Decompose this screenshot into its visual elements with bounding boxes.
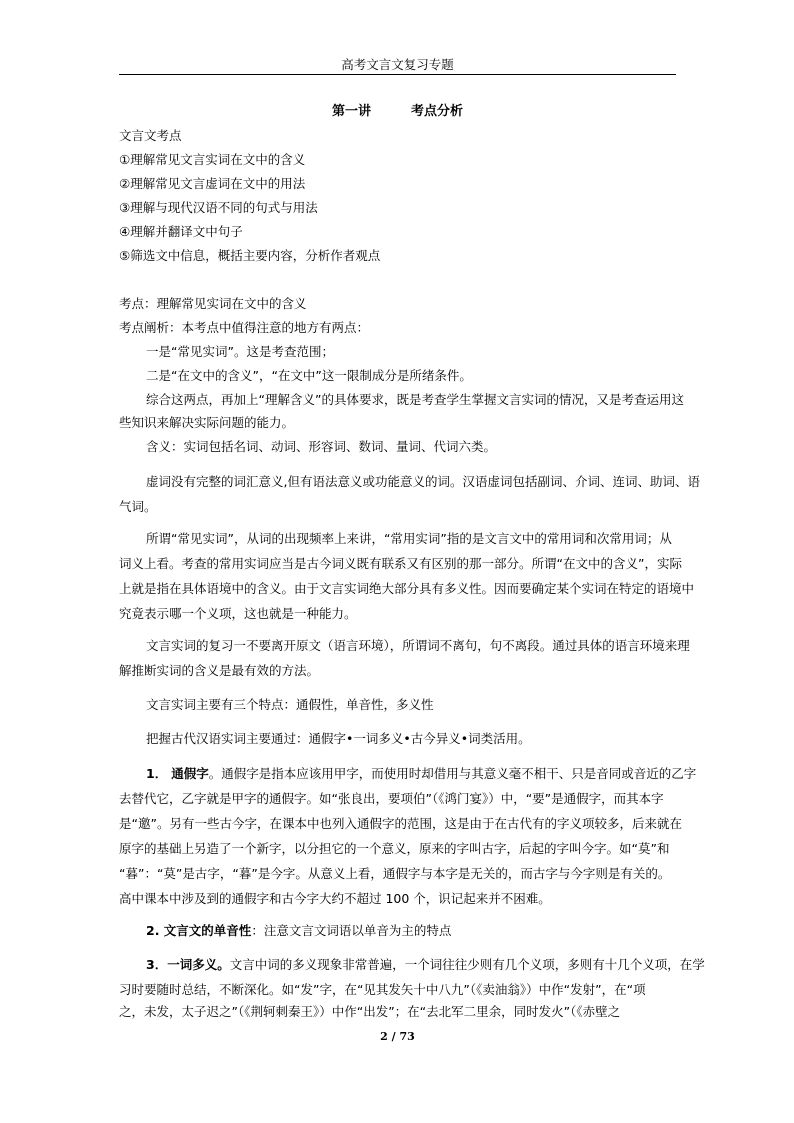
item-number: 1．: [146, 766, 168, 781]
item-text: ：注意文言文词语以单音为主的特点: [251, 923, 452, 938]
header-rule: [119, 74, 676, 75]
text-line: 解推断实词的含义是最有效的方法。: [119, 663, 320, 678]
text-line: 一是“常见实词”。这是考查范围；: [146, 344, 334, 359]
item-text: 。通假字是指本应该用甲字，而使用时却借用与其意义毫不相干、只是音同或音近的乙字: [208, 766, 697, 781]
text-line: 文言实词主要有三个特点：通假性，单音性，多义性: [146, 697, 434, 712]
text-line: 综合这两点，再加上“理解含义”的具体要求，既是考查学生掌握文言实词的情况，又是考查运用这: [146, 392, 684, 407]
text-line: 含义：实词包括名词、动词、形容词、数词、量词、代词六类。: [146, 439, 497, 454]
text-line: 究竟表示哪一个义项，这也就是一种能力。: [119, 606, 357, 621]
lecture-name: 考点分析: [411, 104, 464, 119]
text-line: 些知识来解决实际问题的能力。: [119, 415, 295, 430]
text-line: 词义上看。考查的常用实词应当是古今词义既有联系又有区别的那一部分。所谓“在文中的含义”，实际: [119, 556, 682, 571]
text-line: ③理解与现代汉语不同的句式与用法: [119, 200, 318, 215]
text-line: 习时要随时总结，不断深化。如“发”字，在“见其发矢十中八九”（《卖油翁》）中作“发射”，在“项: [119, 982, 646, 997]
lecture-title: [119, 103, 676, 121]
text-line: 是“邀”。另有一些古今字，在课本中也列入通假字的范围，这是由于在古代有的字义项较多，后来就在: [119, 816, 682, 831]
text-line: ⑤筛选文中信息，概括主要内容，分析作者观点: [119, 248, 381, 263]
text-line: 二是“在文中的含义”，“在文中”这一限制成分是所绪条件。: [146, 368, 472, 383]
item-heading: 3．一词多义。: [146, 957, 230, 972]
item-heading: 通假字: [171, 766, 209, 781]
text-line: ②理解常见文言虚词在文中的用法: [119, 176, 306, 191]
text-line: 上就是指在具体语境中的含义。由于文言实词绝大部分具有多义性。因而要确定某个实词在特定的语境中: [119, 581, 695, 596]
text-line: 虚词没有完整的词汇意义,但有语法意义或功能意义的词。汉语虚词包括副词、介词、连词、助词、语: [146, 474, 700, 489]
text-line: ①理解常见文言实词在文中的含义: [119, 152, 306, 167]
text-line: 之，未发，太子迟之”（《荆轲刺秦王》）中作“出发”；在“去北军二里余，同时发火”（《赤壁之: [119, 1004, 621, 1019]
paragraph-yiciduoyi: [146, 956, 705, 974]
text-line: 去替代它，乙字就是甲字的通假字。如“张良出，要项伯”（《鸿门宴》）中，“要”是通假字，而其本字: [119, 791, 664, 806]
page-header: 高考文言文复习专题: [341, 57, 454, 72]
page-number: 2 / 73: [380, 1030, 415, 1043]
text-line: 高中课本中涉及到的通假字和古今字大约不超过 100 个，识记起来并不困难。: [119, 891, 551, 906]
text-line: 所谓“常见实词”，从词的出现频率上来讲，“常用实词”指的是文言文中的常用词和次常用词；从: [146, 531, 672, 546]
paragraph-danyinxing: [146, 922, 451, 940]
text-line: 原字的基础上另造了一个新字，以分担它的一个意义，原来的字叫古字，后起的字叫今字。如“莫”和: [119, 841, 670, 856]
text-line: 考点：理解常见实词在文中的含义: [119, 296, 307, 311]
text-line: 把握古代汉语实词主要通过：通假字•一词多义•古今异义•词类活用。: [146, 731, 531, 746]
text-line: 文言实词的复习一不要离开原文（语言环境），所谓词不离句，句不离段。通过具体的语言环境来理: [146, 638, 690, 653]
item-text: 文言中词的多义现象非常普遍，一个词往往少则有几个义项，多则有十几个义项，在学: [229, 957, 705, 972]
text-line: “暮”：“莫”是古字，“暮”是今字。从意义上看，通假字与本字是无关的，而古字与今字则是有关的。: [119, 866, 671, 881]
paragraph-tongjiazi: [146, 765, 696, 783]
lecture-number: 第一讲: [331, 104, 371, 119]
text-line: 文言文考点: [119, 128, 182, 143]
text-line: 考点阐析：本考点中值得注意的地方有两点：: [119, 320, 370, 335]
text-line: 气词。: [119, 499, 157, 514]
text-line: ④理解并翻译文中句子: [119, 224, 243, 239]
item-heading: 2. 文言文的单音性: [146, 923, 252, 938]
